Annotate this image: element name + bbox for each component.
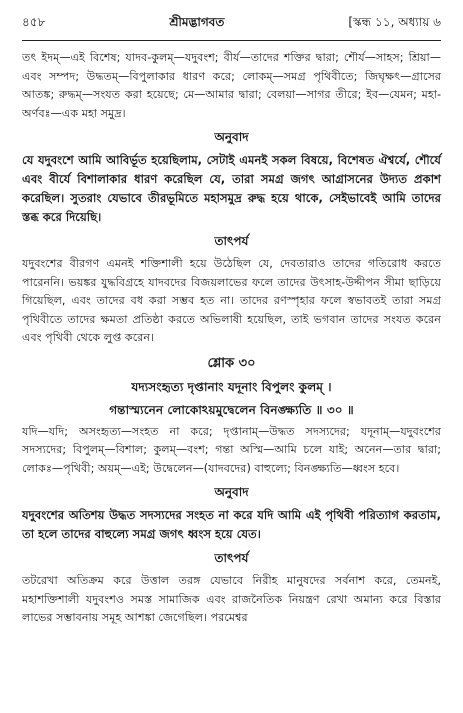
verse-line-2: গন্তাস্ম্যনেন লোকোঽয়মুদ্বেলেন বিনঙ্ক্ষ্যতি ॥ ৩০ ॥	[109, 402, 354, 417]
synonyms-verse-29: তৎ ইদম্—এই বিশেষ; যাদব-কুলম্—যদুবংশ; বীর্য—তাদের শক্তির দ্বারা; শৌর্য—সাহস; শ্রিয়া—এবং সম্পদ; উদ্ধতম্—বিপুলাকার ধারণ করে; লোকম্—সমগ্র পৃথিবীতে; জিঘৃক্ষৎ—গ্রাসের আতঙ্ক; রুদ্ধম্—সংযত করা হয়েছে; মে—আমার দ্বারা; বেলয়া—সাগর তীরে; ইব—যেমন; মহা-অর্ণবঃ—এক মহা সমুদ্র।	[22, 51, 441, 120]
purport-verse-30: তটরেখা অতিক্রম করে উত্তাল তরঙ্গ যেভাবে নিরীহ মানুষদের সর্বনাশ করে, তেমনই, মহাশক্তিশালী যদুবংশও সমস্ত সামাজিক এবং রাজনৈতিক নিয়ন্ত্রণ রেখা অমান্য করে বিস্তার লাভের সম্ভাবনায় সমূহ আশঙ্কা জেগেছিল। পরমেশ্বর	[22, 574, 441, 624]
translation-verse-30: যদুবংশের অতিশয় উদ্ধত সদস্যদের সংহত না করে যদি আমি এই পৃথিবী পরিত্যাগ করতাম, তা হলে তাদের বাহুল্যে সমগ্র জগৎ ধ্বংস হয়ে যেত।	[22, 508, 441, 541]
section-label: [স্কন্ধ ১১, অধ্যায় ৬	[348, 15, 441, 29]
translation-heading: অনুবাদ	[214, 485, 249, 499]
synonyms-verse-30: যদি—যদি; অসংহৃত্য—সংহত না করে; দৃপ্তানাম্—উদ্ধত সদস্যদের; যদূনাম্—যদুবংশের সদস্যদের; বিপুলম্—বিশাল; কুলম্—বংশ; গন্তা অস্মি—আমি চলে যাই; অনেন—তার দ্বারা; লোকঃ—পৃথিবী; অয়ম্—এই; উদ্বেলেন—(যাদবদের) বাহুল্যে; বিনঙ্ক্ষ্যতি—ধ্বংস হবে।	[22, 424, 441, 475]
header-rule	[22, 40, 441, 41]
verse-title: শ্লোক ৩০	[207, 355, 256, 371]
purport-heading: তাৎপর্য	[214, 551, 249, 565]
translation-heading: অনুবাদ	[214, 130, 249, 144]
translation-verse-29: যে যদুবংশে আমি আবির্ভূত হয়েছিলাম, সেটাই এমনই সকল বিষয়ে, বিশেষত ঐশ্বর্যে, শৌর্যে এবং বীর্যে বিশালাকার ধারণ করেছিল যে, তারা সমগ্র জগৎ আগ্রাসনের উদ্যত প্রকাশ করেছিল। সুতরাং যেভাবে তীরভূমিতে মহাসমুদ্র রুদ্ধ হয়ে থাকে, সেইভাবেই আমি তাদের স্তব্ধ করে দিয়েছি।	[22, 153, 441, 224]
page-header	[22, 14, 441, 34]
purport-heading: তাৎপর্য	[214, 234, 249, 248]
book-title: শ্রীমদ্ভাগবত	[169, 15, 225, 29]
page-number: ৪৫৮	[22, 15, 46, 29]
verse-line-1: যদ্যসংহৃত্য দৃপ্তানাং যদূনাং বিপুলং কুলম্ ।	[131, 379, 332, 394]
purport-verse-29: যদুবংশের বীরগণ এমনই শক্তিশালী হয়ে উঠেছিল যে, দেবতারাও তাদের গতিরোধ করতে পারেননি। ভয়ঙ্কর যুদ্ধবিগ্রহে যাদবদের বিজয়লাভের ফলে তাদের উৎসাহ-উদ্দীপন সীমা ছাড়িয়ে গিয়েছিল, এবং তাদের বধ করা সম্ভব হত না। তাদের রণস্পৃহার ফলে স্বভাবতই তারা সমগ্র পৃথিবীতে তাদের ক্ষমতা প্রতিষ্ঠা করতে অভিলাষী হয়েছিল, তাই ভগবান তাদের সংযত করেন এবং পৃথিবী থেকে লুপ্ত করেন।	[22, 257, 441, 344]
